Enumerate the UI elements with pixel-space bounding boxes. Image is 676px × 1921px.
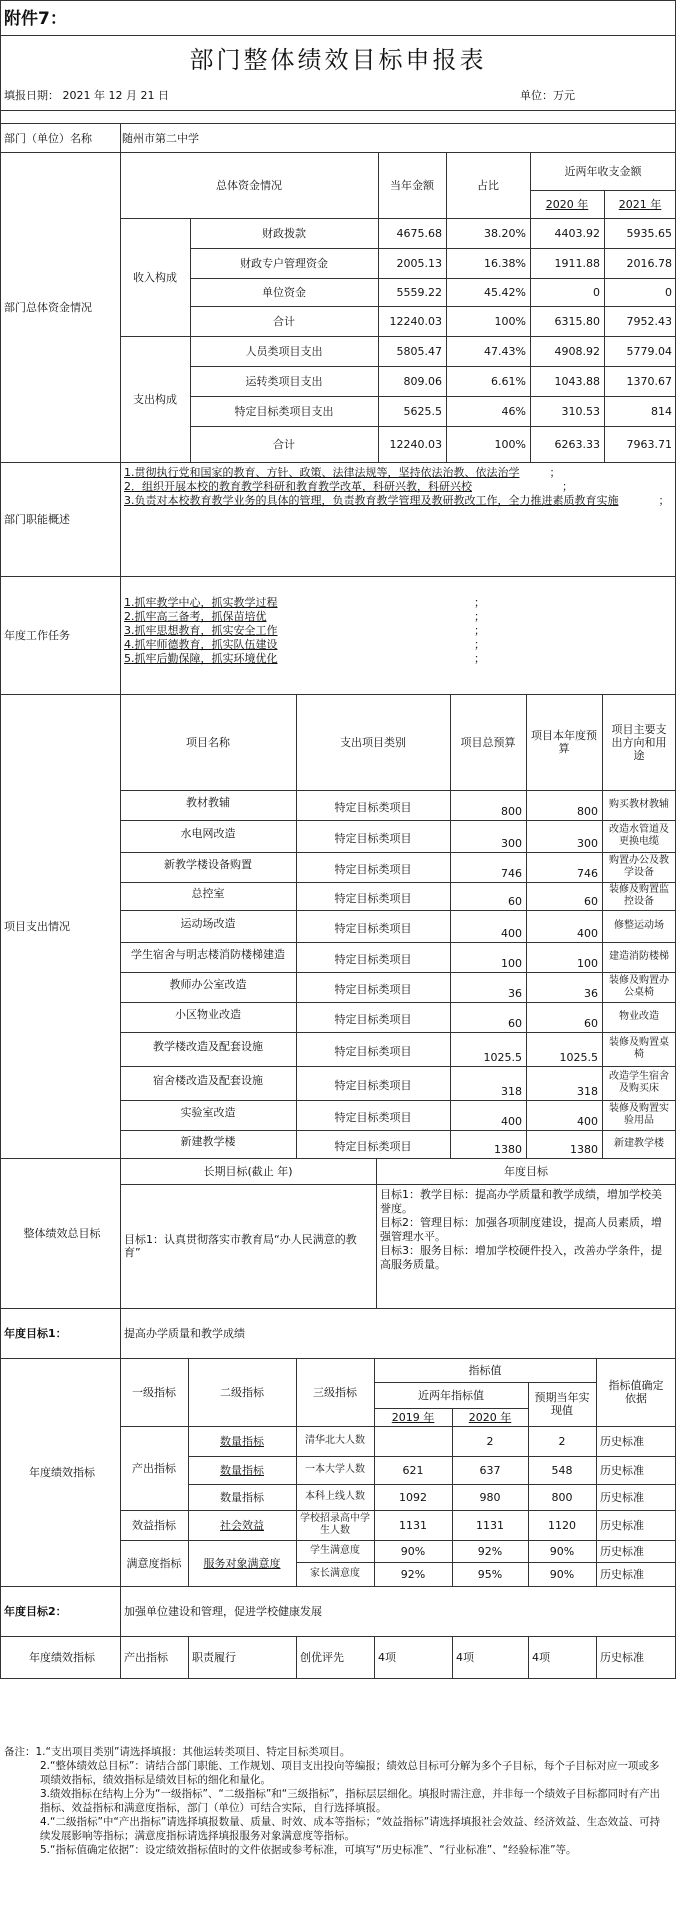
goal1-basis: 历史标准 <box>600 1544 644 1558</box>
income-ratio: 16.38% <box>484 256 526 270</box>
projects-col-name: 项目名称 <box>186 735 230 749</box>
goal2-level2: 职责履行 <box>192 1650 236 1664</box>
project-annual: 100 <box>577 957 598 970</box>
projects-label: 项目支出情况 <box>4 919 70 933</box>
project-use: 购买教材教辅 <box>609 799 669 810</box>
project-budget: 400 <box>501 927 522 940</box>
project-annual: 1025.5 <box>559 1051 598 1064</box>
grid-hline <box>0 110 676 111</box>
goal1-group-output: 产出指标 <box>132 1461 176 1475</box>
expense-name: 合计 <box>273 437 295 451</box>
project-use: 改造学生宿舍及购买床 <box>609 1071 669 1094</box>
income-ratio: 100% <box>494 314 526 328</box>
function-line-3-tail: ； <box>658 494 670 507</box>
grid-vline <box>374 1636 375 1678</box>
goal1-perf-label: 年度绩效指标 <box>29 1465 95 1479</box>
overall-goal-label: 整体绩效总目标 <box>23 1226 101 1240</box>
task-item-2-tail: ； <box>474 610 485 623</box>
project-annual: 800 <box>577 805 598 818</box>
project-name: 水电网改造 <box>180 826 236 840</box>
goal1-h-recent: 近两年指标值 <box>418 1388 484 1402</box>
grid-vline <box>0 0 1 1678</box>
goal1-v2019 <box>374 1426 452 1456</box>
expense-label: 支出构成 <box>133 392 177 406</box>
project-name: 小区物业改造 <box>175 1007 241 1021</box>
goal1-h-level3: 三级指标 <box>313 1385 357 1399</box>
project-use: 购置办公及教学设备 <box>609 855 669 878</box>
expense-2021: 5779.04 <box>626 344 672 358</box>
note-4: 4.“二级指标”中“产出指标”请选择填报数量、质量、时效、成本等指标；“效益指标”请选择填报社会效益、经济效益、生态效益、可持续发展影响等指标；满意度指标请选择填报服务对象满意度等指标。 <box>40 1816 661 1842</box>
project-name: 新教学楼设备购置 <box>164 857 252 871</box>
goal2-perf-label: 年度绩效指标 <box>29 1650 95 1664</box>
function-line-1-tail: ； <box>549 466 561 479</box>
expense-ratio: 47.43% <box>484 344 526 358</box>
income-ratio: 45.42% <box>484 285 526 299</box>
expense-2021: 814 <box>651 404 672 418</box>
function-line-2-tail: ； <box>562 480 573 493</box>
income-2020: 0 <box>593 285 600 299</box>
goal1-h-expected: 预期当年实现值 <box>534 1391 590 1417</box>
goal1-h-level1: 一级指标 <box>132 1385 176 1399</box>
expense-name: 特定目标类项目支出 <box>234 404 334 418</box>
project-budget: 1025.5 <box>483 1051 522 1064</box>
project-use: 建造消防楼梯 <box>609 951 669 962</box>
project-category: 特定目标类项目 <box>334 952 412 966</box>
goal1-group-satisfaction: 满意度指标 <box>126 1556 182 1570</box>
goal1-v2020: 637 <box>479 1463 501 1477</box>
project-annual: 1380 <box>570 1143 598 1156</box>
project-budget: 1380 <box>494 1143 522 1156</box>
project-category: 特定目标类项目 <box>334 800 412 814</box>
goal1-v2019: 621 <box>402 1463 424 1477</box>
task-item-4-tail: ； <box>474 638 485 651</box>
grid-vline <box>528 1636 529 1678</box>
note-5: 5.“指标值确定依据”：设定绩效指标值时的文件依据或参考标准，可填写“历史标准”、“行业标准”、“经验标准”等。 <box>40 1844 577 1856</box>
project-name: 总控室 <box>191 886 225 900</box>
goal2-label: 年度目标2： <box>4 1604 67 1618</box>
goal1-expected: 1120 <box>548 1518 576 1532</box>
goal2-expected: 4项 <box>532 1650 550 1664</box>
unit-label: 单位：万元 <box>520 89 575 102</box>
project-name: 实验室改造 <box>180 1105 236 1119</box>
goal1-expected: 2 <box>558 1434 566 1448</box>
project-annual: 400 <box>577 1115 598 1128</box>
income-2021: 0 <box>665 285 672 299</box>
project-category: 特定目标类项目 <box>334 891 412 905</box>
project-use: 修整运动场 <box>614 920 664 931</box>
goal1-h-level2: 二级指标 <box>220 1385 264 1399</box>
expense-2020: 1043.88 <box>554 374 600 388</box>
project-budget: 100 <box>501 957 522 970</box>
project-annual: 60 <box>584 1017 598 1030</box>
project-name: 新建教学楼 <box>180 1134 236 1148</box>
projects-col-annual: 项目本年度预算 <box>531 729 597 755</box>
goal1-level2: 数量指标 <box>220 1434 264 1448</box>
goal1-level3: 家长满意度 <box>310 1568 360 1579</box>
function-line-1: 1.贯彻执行党和国家的教育、方针、政策、法律法规等，坚持依法治教、依法治学 <box>124 466 520 479</box>
funds-year-2020: 2020 年 <box>545 197 589 211</box>
annual-goal-text <box>380 1188 672 1272</box>
goal1-v2019: 90% <box>400 1544 426 1558</box>
project-budget: 60 <box>508 1017 522 1030</box>
income-2021: 7952.43 <box>626 314 672 328</box>
note-3: 3.绩效指标在结构上分为“一级指标”、“二级指标”和“三级指标”，指标层层细化。填报时需注意，并非每一个绩效子目标都同时有产出指标、效益指标和满意度指标，部门（单位）可结合实际，自行选择填报。 <box>40 1788 661 1814</box>
project-annual: 746 <box>577 867 598 880</box>
project-budget: 60 <box>508 895 522 908</box>
goal1-basis: 历史标准 <box>600 1463 644 1477</box>
income-name: 合计 <box>273 314 295 328</box>
goal1-level2: 社会效益 <box>220 1518 264 1532</box>
expense-2020: 310.53 <box>561 404 600 418</box>
goal1-level3: 学生满意度 <box>310 1545 360 1556</box>
income-name: 财政专户管理资金 <box>240 256 328 270</box>
project-budget: 300 <box>501 837 522 850</box>
projects-col-use: 项目主要支出方向和用途 <box>611 722 667 762</box>
expense-ratio: 100% <box>494 437 526 451</box>
goal1-basis: 历史标准 <box>600 1490 644 1504</box>
functions-label: 部门职能概述 <box>4 512 70 526</box>
project-budget: 400 <box>501 1115 522 1128</box>
funds-col-overall: 总体资金情况 <box>216 178 282 192</box>
goal1-v2020: 1131 <box>476 1518 504 1532</box>
goal1-h-basis: 指标值确定依据 <box>608 1379 664 1405</box>
annual-tasks-label: 年度工作任务 <box>4 628 70 642</box>
task-item-5: 5.抓牢后勤保障，抓实环境优化 <box>124 652 278 665</box>
goal1-v2020: 92% <box>477 1544 503 1558</box>
funds-section-label: 部门总体资金情况 <box>4 300 92 314</box>
funds-col-ratio: 占比 <box>477 178 499 192</box>
goal1-text: 提高办学质量和教学成绩 <box>124 1326 245 1340</box>
project-category: 特定目标类项目 <box>334 1012 412 1026</box>
goal1-h-2019: 2019 年 <box>391 1410 435 1424</box>
project-use: 装修及购置监控设备 <box>609 884 669 907</box>
task-item-5-tail: ； <box>474 652 485 665</box>
project-name: 学生宿舍与明志楼消防楼梯建造 <box>131 947 285 961</box>
expense-amount: 5625.5 <box>403 404 442 418</box>
goal1-basis: 历史标准 <box>600 1434 644 1448</box>
goal2-basis: 历史标准 <box>600 1650 644 1664</box>
income-amount: 5559.22 <box>396 285 442 299</box>
expense-2021: 1370.67 <box>626 374 672 388</box>
income-2020: 1911.88 <box>554 256 600 270</box>
task-item-4: 4.抓牢师德教育，抓实队伍建设 <box>124 638 278 651</box>
functions-text <box>124 466 672 508</box>
project-budget: 36 <box>508 987 522 1000</box>
project-category: 特定目标类项目 <box>334 1139 412 1153</box>
goal1-level2: 服务对象满意度 <box>203 1556 281 1570</box>
project-use: 物业改造 <box>619 1011 659 1022</box>
project-category: 特定目标类项目 <box>334 1110 412 1124</box>
grid-vline <box>452 1636 453 1678</box>
expense-ratio: 46% <box>501 404 526 418</box>
income-2020: 6315.80 <box>554 314 600 328</box>
task-item-1: 1.抓牢教学中心，抓实教学过程 <box>124 596 278 609</box>
income-2020: 4403.92 <box>554 226 600 240</box>
goal1-expected: 90% <box>549 1544 575 1558</box>
goal1-v2019: 1092 <box>399 1490 427 1504</box>
function-line-2: 2．组织开展本校的教育教学科研和教育教学改革，科研兴教，科研兴校 <box>124 480 472 493</box>
project-budget: 318 <box>501 1085 522 1098</box>
income-ratio: 38.20% <box>484 226 526 240</box>
goal1-basis: 历史标准 <box>600 1518 644 1532</box>
dept-name: 随州市第二中学 <box>122 131 199 145</box>
project-budget: 800 <box>501 805 522 818</box>
goal1-v2020: 95% <box>477 1567 503 1581</box>
project-use: 装修及购置办公桌椅 <box>609 975 669 998</box>
goal1-level2: 数量指标 <box>220 1490 264 1504</box>
income-2021: 5935.65 <box>626 226 672 240</box>
goal1-expected: 800 <box>551 1490 573 1504</box>
goal1-level3: 本科上线人数 <box>305 1491 365 1502</box>
page-title: 部门整体绩效目标申报表 <box>189 46 487 74</box>
income-name: 单位资金 <box>262 285 306 299</box>
task-item-3: 3.抓牢思想教育，抓实安全工作 <box>124 624 278 637</box>
goal1-v2019: 92% <box>400 1567 426 1581</box>
goal1-h-value: 指标值 <box>468 1363 502 1377</box>
function-line-3: 3.负责对本校教育教学业务的具体的管理，负责教育教学管理及教研教改工作，全力推进素质教育实施 <box>124 494 619 507</box>
goal1-level3: 一本大学人数 <box>305 1464 365 1475</box>
goal1-expected: 548 <box>551 1463 573 1477</box>
note-1: 备注：1.“支出项目类别”请选择填报：其他运转类项目、特定目标类项目。 <box>4 1746 351 1758</box>
funds-col-current: 当年金额 <box>390 178 434 192</box>
long-term-text: 目标1：认真贯彻落实市教育局“办人民满意的教育” <box>124 1233 357 1259</box>
grid-hline <box>0 0 676 1</box>
project-annual: 400 <box>577 927 598 940</box>
project-name: 教学楼改造及配套设施 <box>153 1039 263 1053</box>
project-category: 特定目标类项目 <box>334 1044 412 1058</box>
goal1-basis: 历史标准 <box>600 1567 644 1581</box>
project-annual: 60 <box>584 895 598 908</box>
project-category: 特定目标类项目 <box>334 921 412 935</box>
grid-hline <box>0 1678 676 1679</box>
project-category: 特定目标类项目 <box>334 831 412 845</box>
long-term-header: 长期目标(截止 年) <box>203 1164 293 1178</box>
projects-col-budget: 项目总预算 <box>460 735 516 749</box>
annual-goal-line-3: 目标3：服务目标：增加学校硬件投入，改善办学条件，提高服务质量。 <box>380 1244 662 1271</box>
task-item-3-tail: ； <box>474 624 485 637</box>
project-annual: 300 <box>577 837 598 850</box>
dept-name-label: 部门（单位）名称 <box>4 131 92 145</box>
goal2-text: 加强单位建设和管理，促进学校健康发展 <box>124 1604 322 1618</box>
project-use: 新建教学楼 <box>614 1138 664 1149</box>
fill-date: 填报日期： 2021 年 12 月 21 日 <box>4 89 169 102</box>
income-2021: 2016.78 <box>626 256 672 270</box>
project-category: 特定目标类项目 <box>334 862 412 876</box>
goal1-group-effect: 效益指标 <box>132 1518 176 1532</box>
annual-tasks-list <box>124 596 544 666</box>
expense-ratio: 6.61% <box>491 374 526 388</box>
income-name: 财政拨款 <box>262 226 306 240</box>
grid-vline <box>596 1636 597 1678</box>
annual-goal-line-1: 目标1：教学目标：提高办学质量和教学成绩，增加学校美誉度。 <box>380 1188 662 1215</box>
income-amount: 4675.68 <box>396 226 442 240</box>
task-item-2: 2.抓牢高三备考，抓保苗培优 <box>124 610 267 623</box>
goal1-level2: 数量指标 <box>220 1463 264 1477</box>
goal1-v2019: 1131 <box>399 1518 427 1532</box>
expense-name: 人员类项目支出 <box>245 344 323 358</box>
goal1-v2020: 980 <box>479 1490 501 1504</box>
project-category: 特定目标类项目 <box>334 982 412 996</box>
project-budget: 746 <box>501 867 522 880</box>
project-name: 教师办公室改造 <box>169 977 247 991</box>
project-use: 改造水管道及更换电缆 <box>609 824 669 847</box>
goal1-h-2020: 2020 年 <box>468 1410 512 1424</box>
goal2-v2019: 4项 <box>378 1650 396 1664</box>
grid-vline <box>188 1636 189 1678</box>
goal2-v2020: 4项 <box>456 1650 474 1664</box>
project-use: 装修及购置桌椅 <box>609 1037 669 1060</box>
expense-2020: 4908.92 <box>554 344 600 358</box>
expense-amount: 12240.03 <box>389 437 442 451</box>
goal1-v2020: 2 <box>486 1434 494 1448</box>
project-name: 宿舍楼改造及配套设施 <box>153 1073 263 1087</box>
income-label: 收入构成 <box>133 270 177 284</box>
goal1-label: 年度目标1： <box>4 1326 67 1340</box>
expense-amount: 5805.47 <box>396 344 442 358</box>
income-amount: 2005.13 <box>396 256 442 270</box>
task-item-1-tail: ； <box>474 596 485 609</box>
income-amount: 12240.03 <box>389 314 442 328</box>
goal2-level3: 创优评先 <box>300 1650 344 1664</box>
project-use: 装修及购置实验用品 <box>609 1103 669 1126</box>
expense-name: 运转类项目支出 <box>245 374 323 388</box>
goal2-level1: 产出指标 <box>124 1650 168 1664</box>
goal1-level3: 清华北大人数 <box>305 1435 365 1446</box>
annex-label: 附件7： <box>4 9 67 29</box>
annual-goal-header: 年度目标 <box>504 1164 548 1178</box>
note-2: 2.“整体绩效总目标”：请结合部门职能、工作规划、项目支出投向等编报；绩效总目标可分解为多个子目标，每个子目标对应一项或多项绩效指标，绩效指标是绩效目标的细化和量化。 <box>40 1760 660 1786</box>
funds-year-2021: 2021 年 <box>618 197 662 211</box>
expense-2020: 6263.33 <box>554 437 600 451</box>
annual-goal-line-2: 目标2：管理目标：加强各项制度建设，提高人员素质，增强管理水平。 <box>380 1216 662 1243</box>
goal1-expected: 90% <box>549 1567 575 1581</box>
grid-vline <box>296 1636 297 1678</box>
project-annual: 36 <box>584 987 598 1000</box>
projects-col-category: 支出项目类别 <box>340 735 406 749</box>
goal1-level3: 学校招录高中学生人数 <box>300 1513 370 1536</box>
project-category: 特定目标类项目 <box>334 1078 412 1092</box>
project-name: 运动场改造 <box>180 916 236 930</box>
project-name: 教材教辅 <box>186 795 230 809</box>
notes <box>4 1745 664 1857</box>
project-annual: 318 <box>577 1085 598 1098</box>
expense-amount: 809.06 <box>403 374 442 388</box>
expense-2021: 7963.71 <box>626 437 672 451</box>
grid-hline <box>0 35 676 36</box>
funds-col-recent: 近两年收支金额 <box>564 164 642 178</box>
